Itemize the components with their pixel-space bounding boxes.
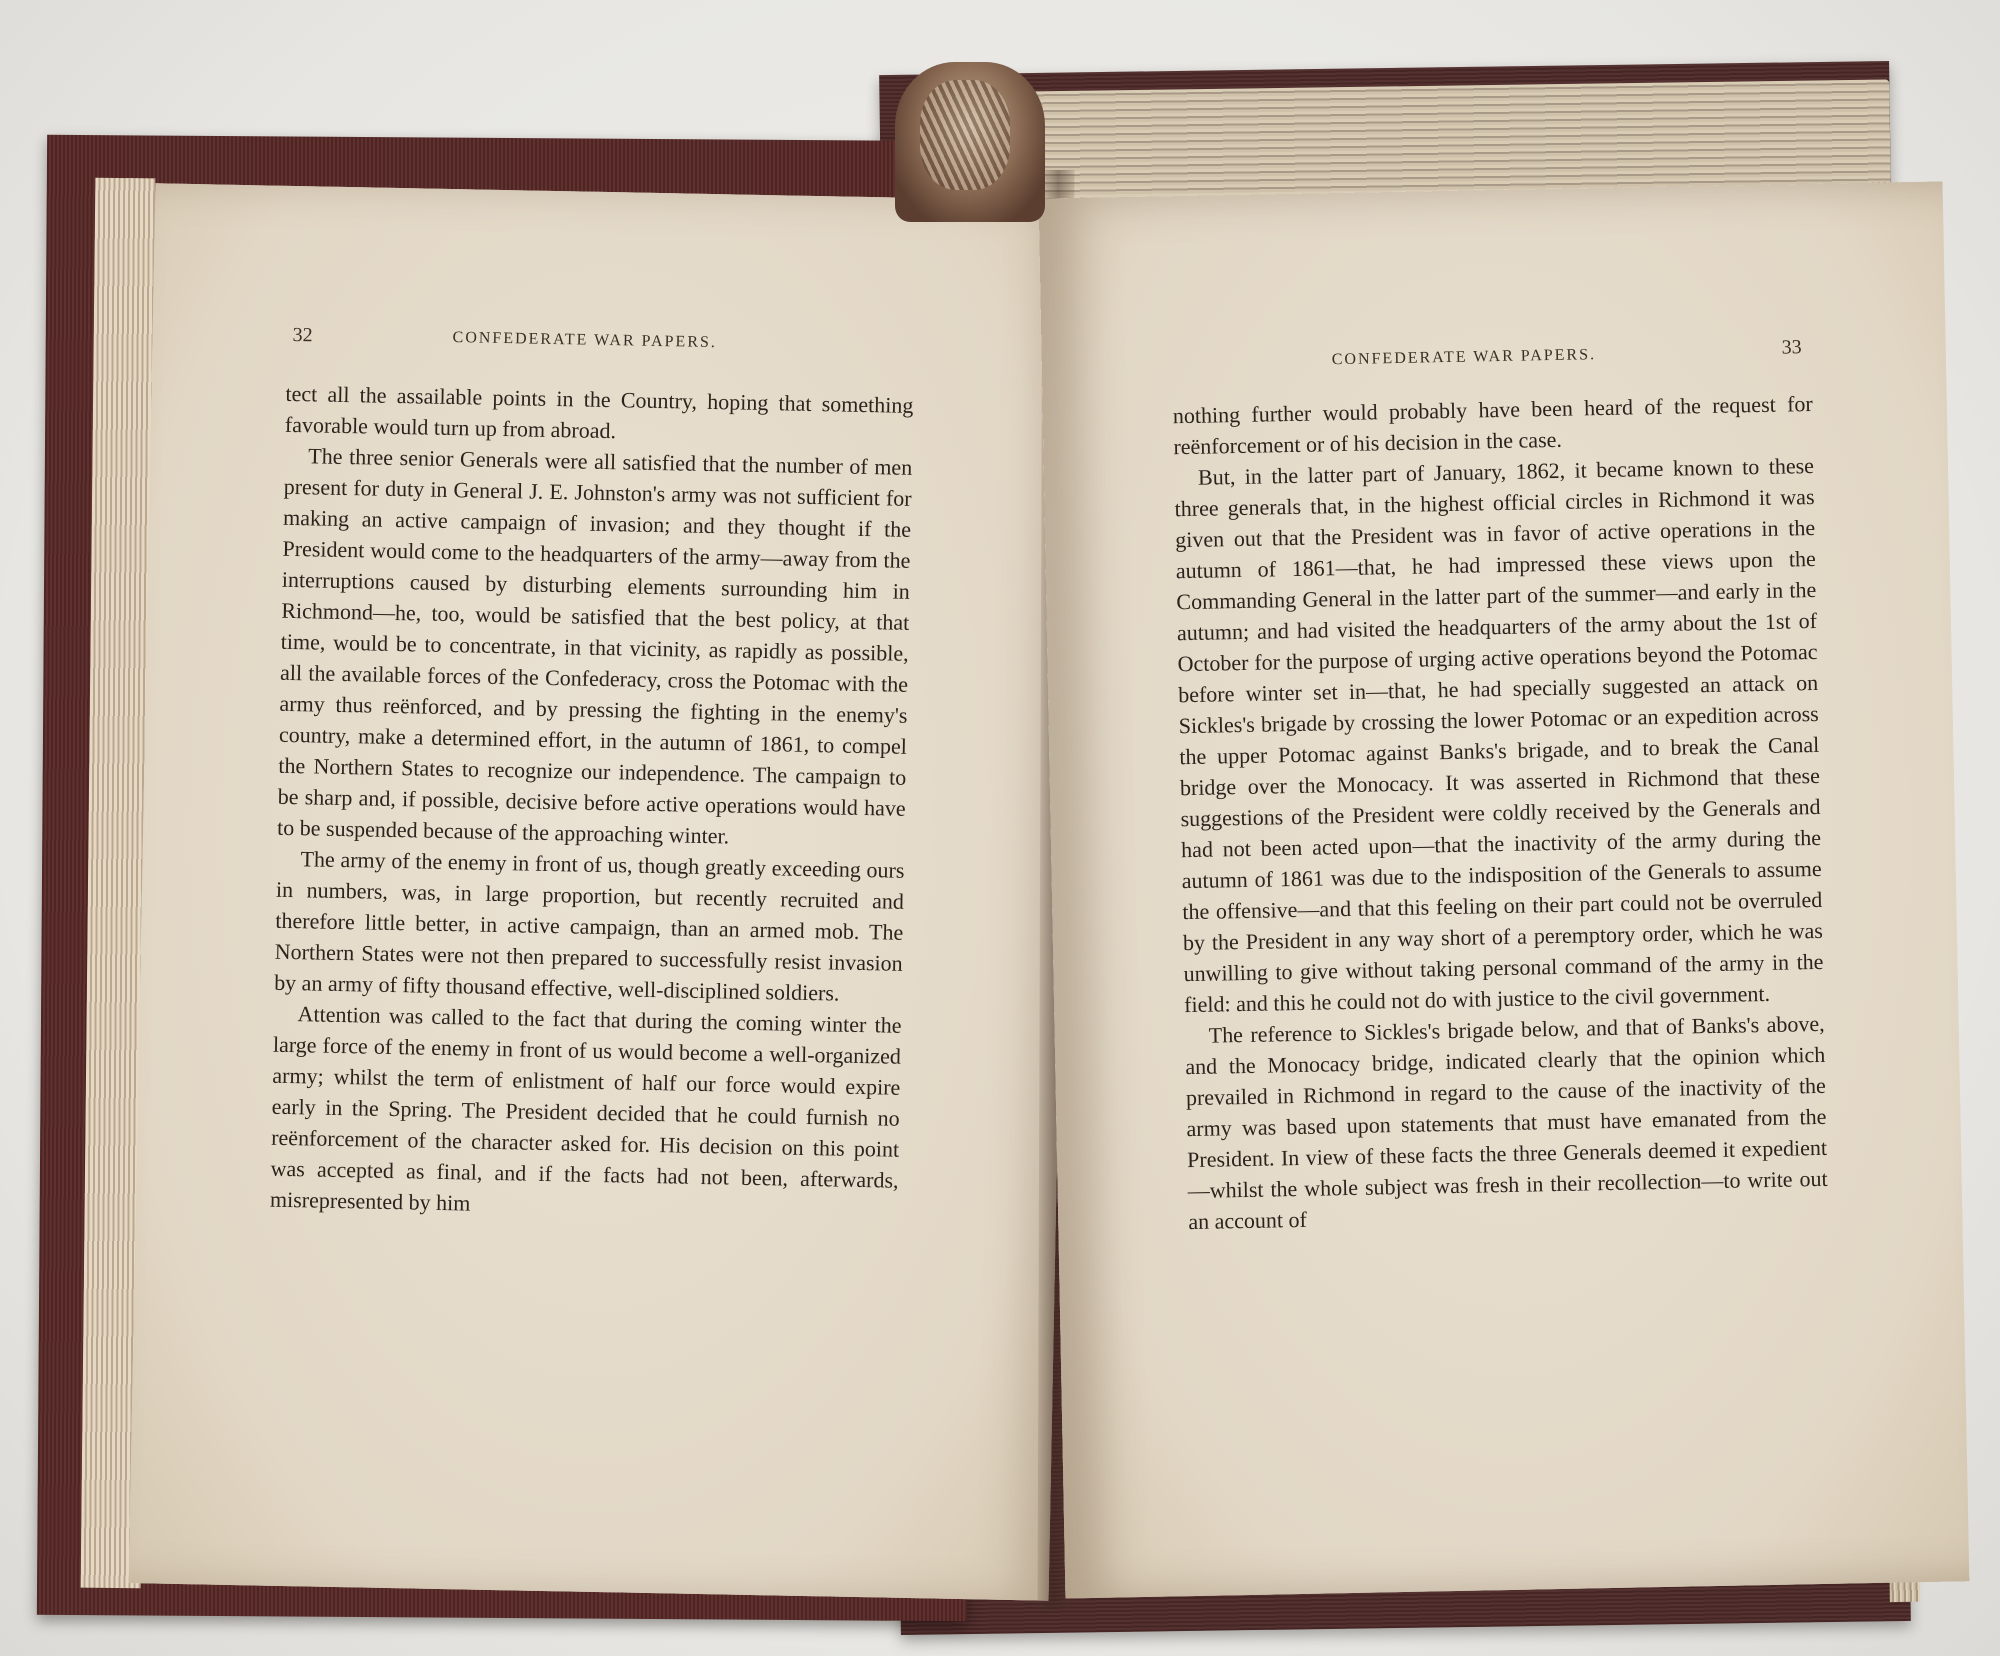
- left-paragraph-3: The army of the enemy in front of us, though greatly exceeding ours in numbers, was, in large proportion, but recently recruited and therefore little better, in active campaign, than an armed mob. The Northern States were not then prepared to successfully resist invasion by an army of fifty thousand effective, well-disciplined soldiers.: [273, 846, 905, 1006]
- right-paragraph-1: nothing further would probably have been heard of the request for reënforcement or of his decision in the case.: [1172, 390, 1813, 460]
- left-paragraph-1: tect all the assailable points in the Country, hoping that something favorable would turn up from abroad.: [284, 380, 914, 444]
- left-paragraph-4: Attention was called to the fact that during the coming winter the large force of the enemy in front of us would become a well-organized army; whilst the term of enlistment of half our force would expire early in the Spring. The President decided that he could furnish no reënforcement of the character asked for. His decision on this point was accepted as final, and if the facts had not been, afterwards, misrepresented by him: [269, 1001, 902, 1216]
- right-running-head: CONFEDERATE WAR PAPERS.: [1331, 346, 1597, 369]
- right-body-text: [1173, 388, 1829, 1237]
- right-paragraph-2: But, in the latter part of January, 1862, it became known to these three generals that, in the highest official circles in Richmond it was given out that the President was in favor of active operations in the autumn of 1861—that, he had impressed these views upon the Commanding General in the latter part of the summer—and early in the autumn; and had visited the headquarters of the army about the 1st of October for the purpose of urging active operations beyond the Potomac before winter set in—that, he had specially suggested an attack on Sickles's brigade by crossing the lower Potomac or an expedition across the upper Potomac against Banks's brigade, and to break the Canal bridge over the Monocacy. It was asserted in Richmond that these suggestions of the President were coldly received by the Generals and had not been acted upon—that the inactivity of the army during the autumn of 1861 was due to the indisposition of the Generals to assume the offensive—and that this feeling on their part could not be overruled by the President in any way short of a peremptory order, which he was unwilling to give without taking personal command of the army in the field: and this he could not do with justice to the civil government.: [1174, 452, 1824, 1018]
- right-paragraph-3: The reference to Sickles's brigade below, and that of Banks's above, and the Monocacy bridge, indicated clearly that the opinion which prevailed in Richmond in regard to the cause of the inactivity of the army was based upon statements that must have emanated from the President. In view of these facts the three Generals deemed it expedient—whilst the whole subject was fresh in their recollection—to write out an account of: [1185, 1010, 1828, 1235]
- headband-thread: [920, 80, 1010, 190]
- left-running-head: CONFEDERATE WAR PAPERS.: [452, 329, 718, 352]
- page-edges-top: [949, 79, 1890, 202]
- left-body-text: [270, 378, 914, 1227]
- right-page: [1039, 181, 1970, 1598]
- left-paragraph-2: The three senior Generals were all satisfied that the number of men present for duty in General J. E. Johnston's army was not sufficient for making an active campaign of invasion; and they thought if the President would come to the headquarters of the army—away from the interruptions caused by disturbing elements surrounding him in Richmond—he, too, would be satisfied that the best policy, at that time, would be to concentrate, in that vicinity, as rapidly as possible, all the available forces of the Confederacy, cross the Potomac with the army thus reënforced, and by pressing the fighting in the enemy's country, make a determined effort, in the autumn of 1861, to compel the Northern States to recognize our independence. The campaign to be sharp and, if possible, decisive before active operations would have to be suspended because of the approaching winter.: [276, 443, 913, 849]
- left-page: [129, 183, 1076, 1600]
- left-page-number: 32: [292, 323, 313, 347]
- right-page-number: 33: [1781, 336, 1802, 359]
